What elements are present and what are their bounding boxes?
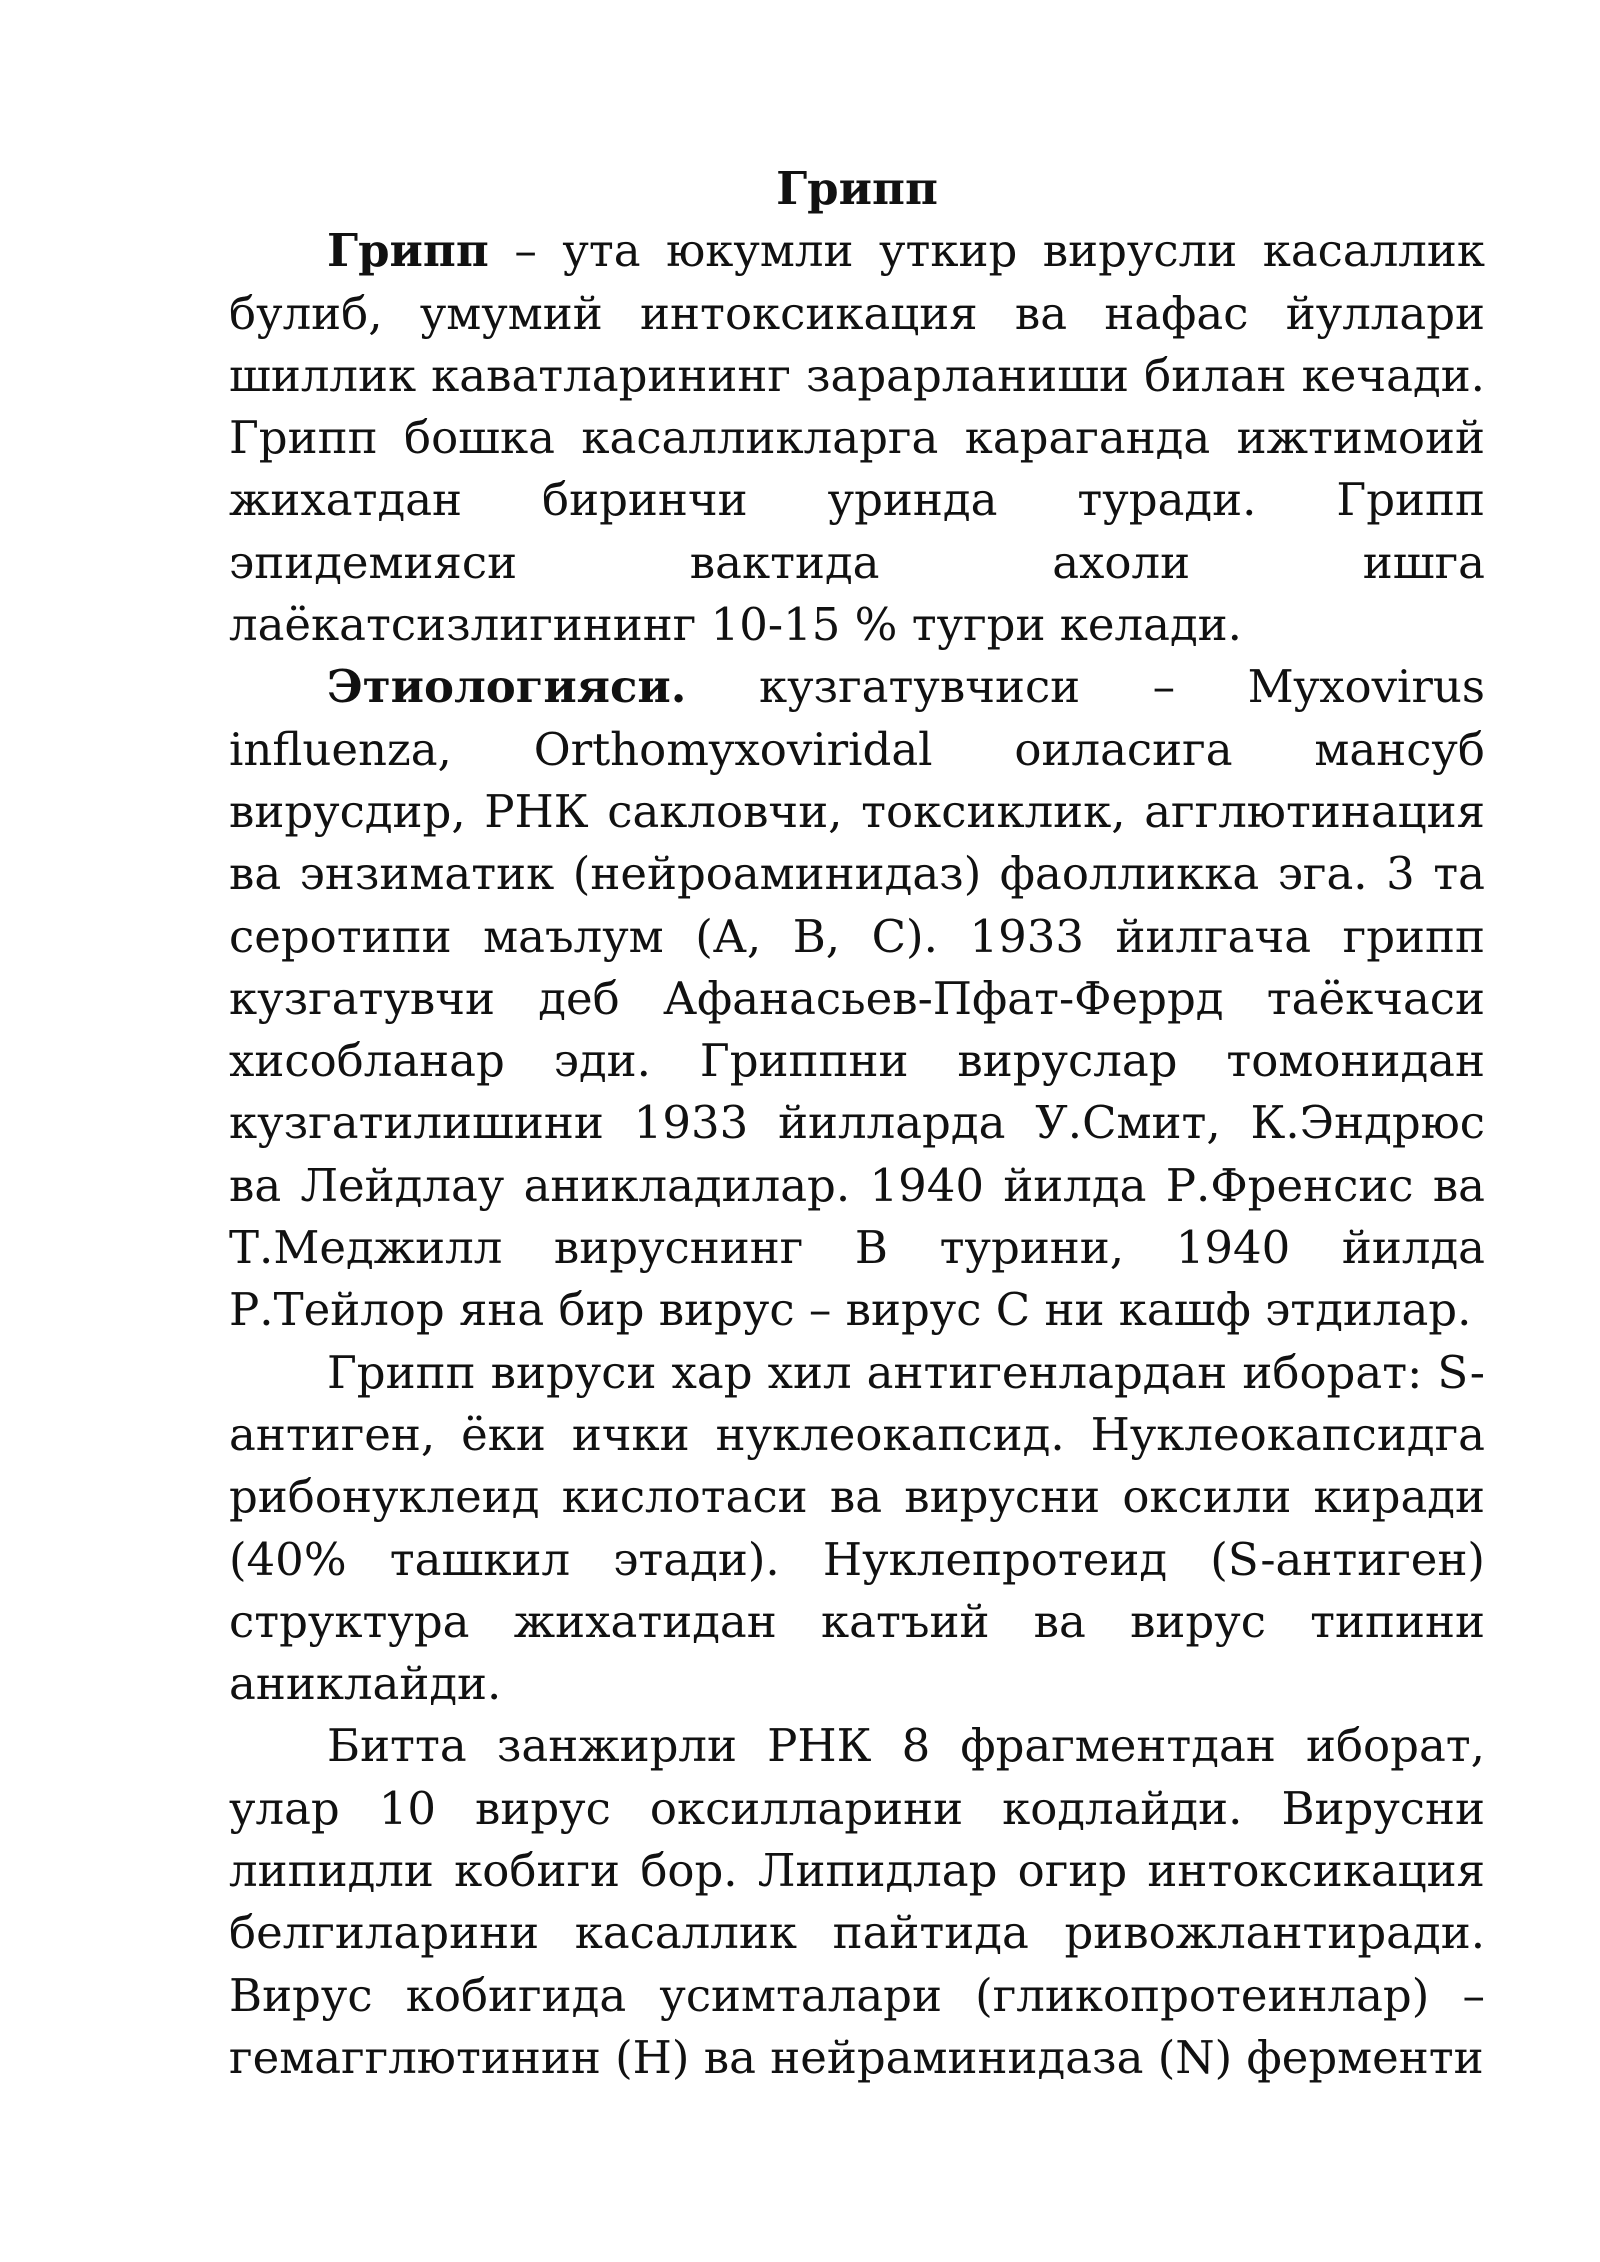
paragraph-lead: Этиологияси. (327, 660, 687, 714)
paragraph-text: – ута юкумли уткир вирусли касаллик булиб, умумий интоксикация ва нафас йуллари шиллик каватларининг зарарланиши билан кечади. Грипп бошка касалликларга караганда ижтимоий жихатдан биринчи уринда туради. Грипп эпидемияси вактида ахоли ишга лаёкатсизлигининг 10-15 % тугри келади. (229, 224, 1485, 652)
document-title: Грипп (776, 162, 938, 215)
paragraph-text: Грипп вируси хар хил антигенлардан иборат: S-антиген, ёки ички нуклеокапсид. Нуклеокапсидга рибонуклеид кислотаси ва вирусни оксили киради (40% ташкил этади). Нуклепротеид (S-антиген) структура жихатидан катъий ва вирус типини аниклайди. (229, 1345, 1485, 1711)
paragraph-definition (229, 220, 1485, 656)
paragraph-rna (229, 1715, 1485, 2089)
paragraph-text: кузгатувчиси – Myxovirus influenza, Orthomyxoviridal оиласига мансуб вирусдир, РНК сакловчи, токсиклик, агглютинация ва энзиматик (нейроаминидаз) фаолликка эга. 3 та серотипи маълум (А, В, С). 1933 йилгача грипп кузгатувчи деб Афанасьев-Пфат-Феррд таёкчаси хисобланар эди. Гриппни вируслар томонидан кузгатилишини 1933 йилларда У.Смит, К.Эндрюс ва Лейдлау аникладилар. 1940 йилда Р.Френсис ва Т.Меджилл вируснинг В турини, 1940 йилда Р.Тейлор яна бир вирус – вирус С ни кашф этдилар. (229, 660, 1485, 1337)
paragraph-antigens (229, 1342, 1485, 1716)
paragraph-lead: Грипп (327, 224, 489, 278)
paragraph-text: Битта занжирли РНК 8 фрагментдан иборат, улар 10 вирус оксилларини кодлайди. Вируcни липидли кобиги бор. Липидлар огир интоксикация белгиларини касаллик пайтида ривожлантиради. Вирус кобигида усимталари (гликопротеинлар) – гемагглютинин (Н) ва нейраминидаза (N) ферменти (229, 1719, 1485, 2084)
paragraph-etiology (229, 656, 1485, 1341)
document-page (229, 158, 1485, 2089)
